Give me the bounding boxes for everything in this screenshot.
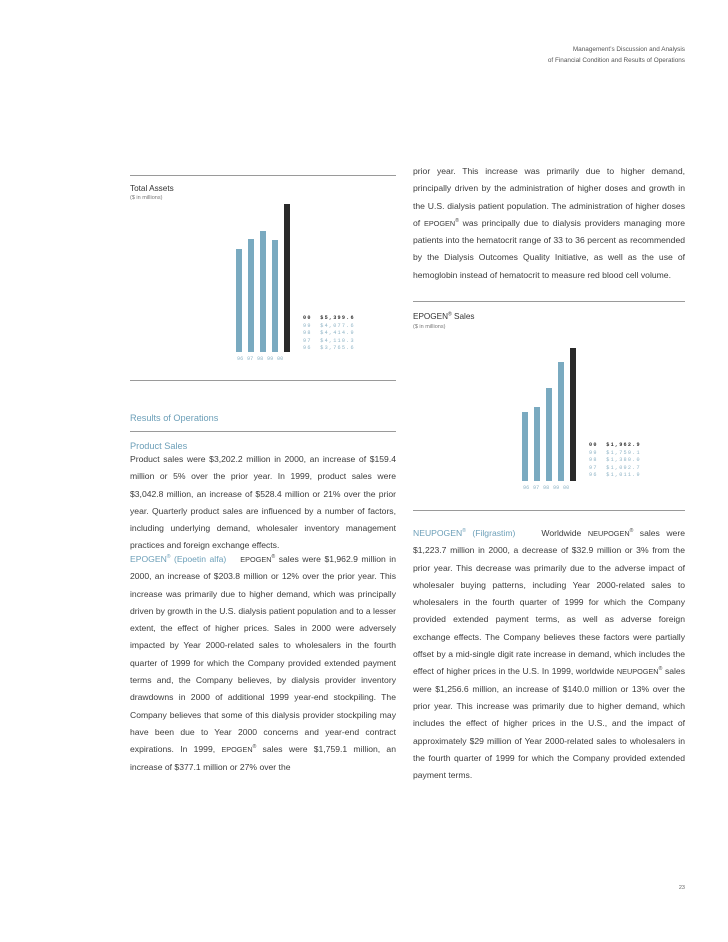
total-assets-bar-97 (248, 239, 254, 352)
epogen-sales-legend-row-97: 97 $1,092.7 (589, 464, 641, 471)
epogen-sales-bar-96 (522, 412, 528, 481)
epogen-sales-x-tick-00: 00 (563, 485, 570, 491)
epogen-paragraph (130, 551, 396, 776)
neupogen-part-b: sales were $1,223.7 million in 2000, a decrease of $32.9 million or 3% from the prior year. This decrease was primarily due to the adverse impact of wholesaler buying patterns, including Year 2000-related sales to wholesalers in the fourth quarter of 1999 for which the Company provided extended payment terms, as well as adverse foreign exchange effects. The Company believes these factors were partially offset by a mid-single digit rate increase in demand, which includes the effect of higher prices in the U.S. In 1999, worldwide (413, 528, 685, 677)
epogen-sales-x-axis (523, 485, 573, 491)
divider (413, 301, 685, 302)
total-assets-legend-row-97: 97 $4,110.3 (303, 337, 355, 344)
divider (413, 510, 685, 511)
epogen-sales-legend-row-96: 96 $1,011.9 (589, 472, 641, 479)
neupogen-term: NEUPOGEN (616, 667, 659, 677)
divider (130, 380, 396, 381)
product-sales-paragraph (130, 451, 396, 555)
total-assets-bar-96 (236, 249, 242, 352)
epogen-sales-title (413, 312, 475, 321)
total-assets-x-tick-99: 99 (267, 356, 274, 362)
epogen-sales-plot (522, 340, 582, 481)
total-assets-x-tick-98: 98 (257, 356, 264, 362)
epogen-sales-x-tick-98: 98 (543, 485, 550, 491)
total-assets-bar-98 (260, 231, 266, 352)
epogen-sales-x-tick-99: 99 (553, 485, 560, 491)
header-line-1: Management’s Discussion and Analysis (572, 46, 685, 53)
registered-mark: ® (271, 554, 276, 561)
page-header (548, 44, 685, 66)
total-assets-legend-row-00: 00 $5,399.6 (303, 315, 355, 321)
registered-mark: ® (658, 666, 663, 673)
product-sales-text: Product sales were $3,202.2 million in 2000, an increase of $159.4 million or 5% over the prior year. In 1999, product sales were $3,042.8 million, an increase of $528.4 million or 21% over the prior year. Quarterly product sales are influenced by a number of factors, including underlying demand, wholesaler inventory management practices and foreign exchange effects. (130, 454, 396, 551)
total-assets-legend (303, 315, 355, 353)
epogen-sales-title-name: EPOGEN (413, 312, 449, 321)
total-assets-x-tick-96: 96 (237, 356, 244, 362)
epogen-continued-paragraph (413, 163, 685, 284)
epogen-sales-subtitle: ($ in millions) (413, 324, 446, 330)
total-assets-plot (236, 200, 296, 352)
total-assets-bar-99 (272, 240, 278, 352)
total-assets-subtitle: ($ in millions) (130, 195, 163, 201)
neupogen-lead-name: NEUPOGEN (413, 528, 463, 538)
epogen-sales-legend (589, 442, 641, 480)
neupogen-lead (413, 528, 515, 538)
epogen-sales-bar-98 (546, 388, 552, 481)
epogen-sales-legend-row-00: 00 $1,962.9 (589, 442, 641, 448)
epogen-term: EPOGEN (221, 745, 253, 755)
header-line-2: of Financial Condition and Results of Operations (547, 57, 685, 64)
neupogen-paragraph (413, 525, 685, 784)
epogen-sales-title-suffix: Sales (451, 312, 475, 321)
neupogen-lead-suffix: (Filgrastim) (465, 528, 516, 538)
registered-mark: ® (462, 528, 466, 535)
total-assets-legend-row-99: 99 $4,077.6 (303, 322, 355, 329)
total-assets-x-tick-00: 00 (277, 356, 284, 362)
divider (130, 431, 396, 432)
epogen-sales-legend-row-99: 99 $1,759.1 (589, 449, 641, 456)
registered-mark: ® (448, 311, 452, 318)
epogen-sales-bar-00 (570, 348, 576, 481)
epogen-sales-legend-row-98: 98 $1,380.0 (589, 457, 641, 464)
product-sales-heading: Product Sales (130, 441, 188, 451)
registered-mark: ® (629, 528, 634, 535)
divider (130, 175, 396, 176)
total-assets-bar-00 (284, 204, 290, 352)
epogen-lead-name: EPOGEN (130, 554, 167, 564)
epogen-text-2: sales were $1,759.1 million, an increase of $377.1 million or 27% over the (130, 744, 396, 772)
epogen-lead (130, 554, 226, 564)
total-assets-x-tick-97: 97 (247, 356, 254, 362)
registered-mark: ® (455, 218, 459, 225)
epogen-sales-bar-97 (534, 407, 540, 481)
epogen-sales-x-tick-96: 96 (523, 485, 530, 491)
neupogen-part-a: Worldwide (534, 528, 588, 538)
section-title: Results of Operations (130, 413, 219, 423)
total-assets-title: Total Assets (130, 184, 174, 193)
epogen-term: EPOGEN (240, 555, 272, 564)
epogen-term: EPOGEN (423, 218, 456, 228)
neupogen-term: NEUPOGEN (587, 529, 630, 538)
para1-part-b: was principally due to dialysis providers managing more patients into the hematocrit range of 33 to 36 percent as recommended by the Dialysis Outcomes Quality Initiative, as well as the use of hemoglobin instead of hematocrit to measure red blood cell volume. (413, 217, 685, 280)
total-assets-legend-row-96: 96 $3,765.6 (303, 345, 355, 352)
epogen-lead-suffix: (Epoetin alfa) (170, 554, 227, 564)
registered-mark: ® (252, 744, 257, 751)
para1-part-a: prior year. This increase was primarily due to higher demand, principally driven by the administration of higher doses and growth in the U.S. dialysis patient population. The administration of higher doses of (413, 166, 685, 228)
epogen-sales-x-tick-97: 97 (533, 485, 540, 491)
total-assets-legend-row-98: 98 $4,414.9 (303, 330, 355, 337)
neupogen-part-c: sales were $1,256.6 million, an increase of $140.0 million or 13% over the prior year. This increase was primarily due to higher demand, which includes the effect of higher prices in the U.S., and the impact of approximately $29 million of Year 2000-related sales to wholesalers in the fourth quarter of 1999 for which the Company provided extended payment terms. (413, 666, 686, 781)
epogen-text-1: sales were $1,962.9 million in 2000, an increase of $203.8 million or 12% over the prior year. This increase was primarily due to higher demand, which was principally driven by growth in the U.S. dialysis patient population and to a lesser extent, the effect of higher prices. Sales in 2000 were adversely impacted by Year 2000-related sales to wholesalers in the fourth quarter of 1999 for which the Company provided extended payment terms and, the Company believes, by dialysis provider inventory drawdowns in 2000 of additional 1999 year-end stockpiling. The Company believes that some of this dialysis provider stockpiling may have been due to Year 2000 concerns and year-end contract expirations. In 1999, (130, 554, 396, 755)
registered-mark: ® (166, 554, 171, 561)
epogen-sales-bar-99 (558, 362, 564, 481)
total-assets-x-axis (237, 356, 287, 362)
page-number: 23 (678, 885, 685, 891)
